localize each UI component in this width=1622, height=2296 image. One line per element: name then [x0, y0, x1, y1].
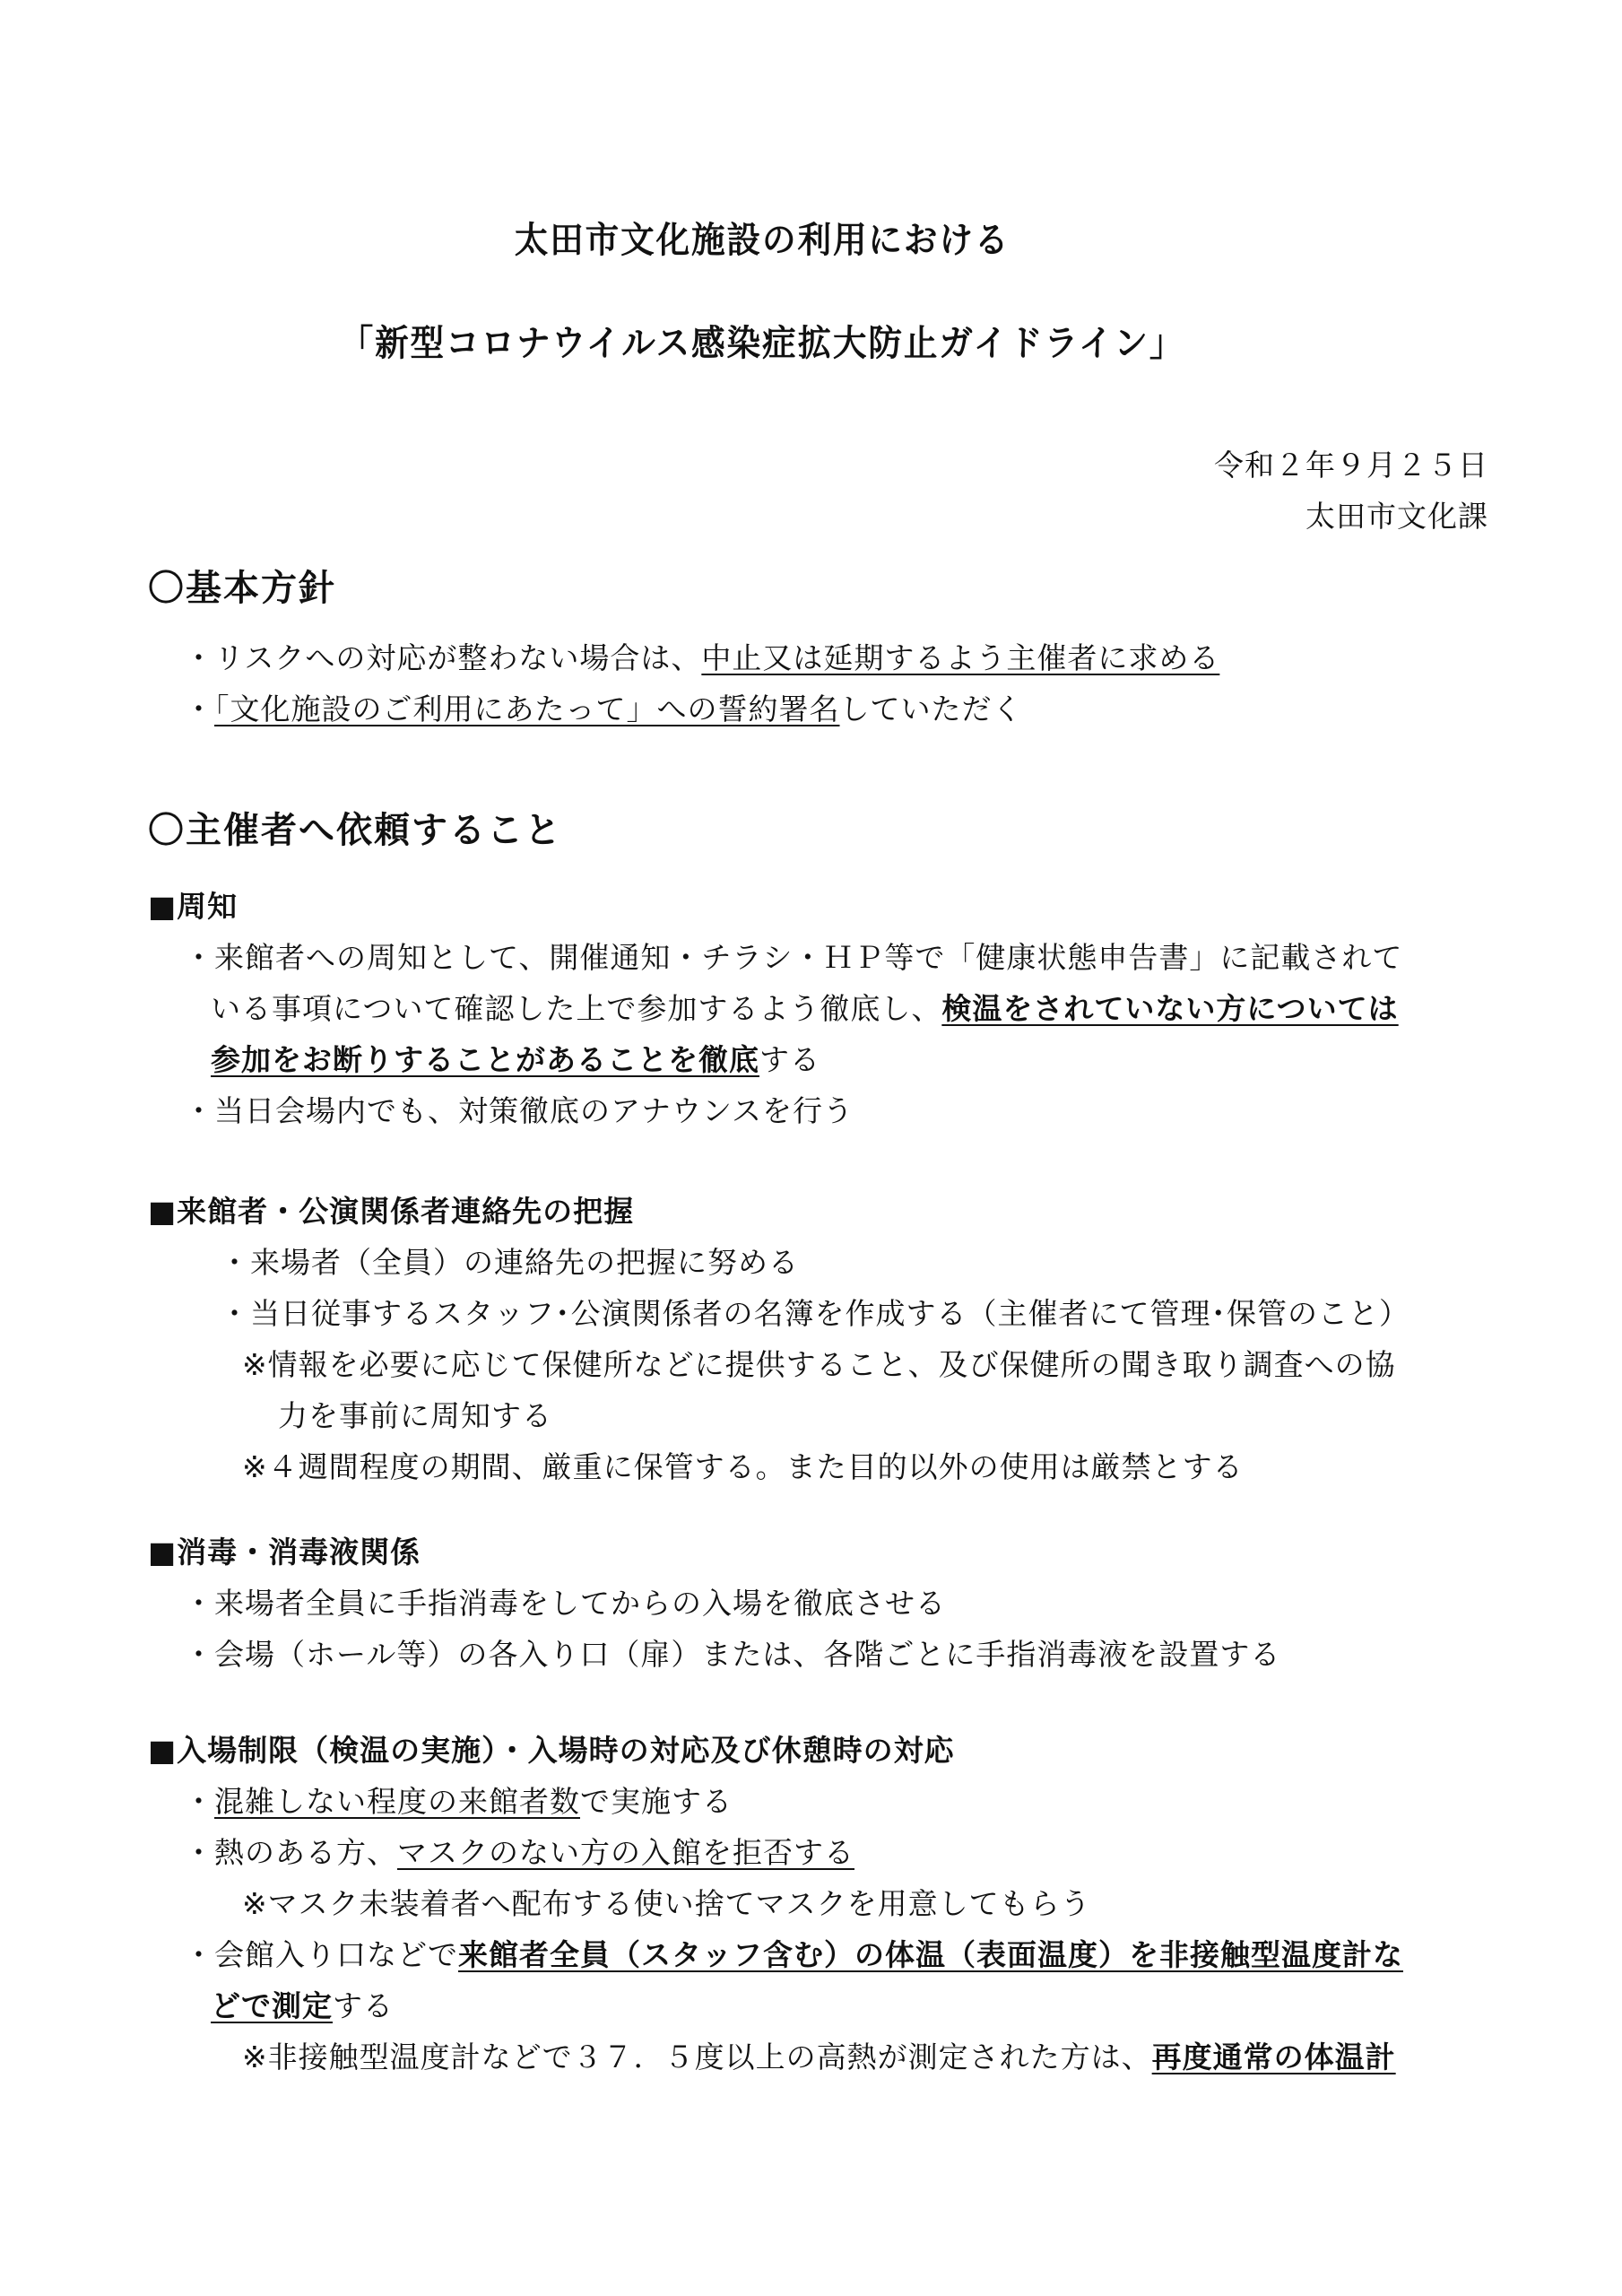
basic-policy-item-1	[184, 637, 1219, 680]
entry-line-6-underlined: 再度通常の体温計	[1151, 2039, 1396, 2074]
notice-line-2-underlined: 検温をされていない方については	[941, 991, 1399, 1026]
notice-line-3-underlined: 参加をお断りすることがあることを徹底	[211, 1042, 759, 1077]
entry-line-5	[211, 1985, 394, 2028]
notice-line-4: ・当日会場内でも、対策徹底のアナウンスを行う	[184, 1093, 854, 1128]
basic-policy-item-1-text: ・リスクへの対応が整わない場合は、	[184, 640, 702, 675]
entry-line-4-text: ・会館入り口などで	[184, 1937, 458, 1972]
contacts-line-5: ※４週間程度の期間、厳重に保管する。また目的以外の使用は厳禁とする	[242, 1449, 1244, 1484]
entry-line-4-underlined: 来館者全員（スタッフ含む）の体温（表面温度）を非接触型温度計な	[458, 1937, 1403, 1972]
subheading-notice: ■周知	[148, 889, 239, 924]
entry-line-4	[184, 1934, 1403, 1977]
basic-policy-item-1-underlined: 中止又は延期するよう主催者に求める	[701, 640, 1220, 675]
entry-line-3: ※マスク未装着者へ配布する使い捨てマスクを用意してもらう	[242, 1886, 1091, 1921]
notice-line-2	[211, 987, 1399, 1031]
contacts-line-2: ・当日従事するスタッフ･公演関係者の名簿を作成する（主催者にて管理･保管のこと）	[220, 1296, 1409, 1331]
entry-line-5-underlined: どで測定	[211, 1988, 333, 2023]
document-title-line2: 「新型コロナウイルス感染症拡大防止ガイドライン」	[339, 323, 1185, 364]
disinfection-line-2: ・会場（ホール等）の各入り口（扉）または、各階ごとに手指消毒液を設置する	[184, 1637, 1281, 1672]
section-heading-organizer-requests: 〇主催者へ依頼すること	[148, 810, 562, 851]
entry-line-1-suffix: で実施する	[580, 1784, 733, 1819]
entry-line-2-text: ・熱のある方、	[184, 1835, 397, 1870]
entry-line-5-suffix: する	[333, 1988, 394, 2023]
document-date: 令和２年９月２５日	[1214, 448, 1488, 483]
notice-line-3-suffix: する	[759, 1042, 820, 1077]
basic-policy-item-2-suffix: していただく	[839, 691, 1023, 726]
notice-line-1: ・来館者への周知として、開催通知・チラシ・ＨＰ等で「健康状態申告書」に記載されて	[184, 940, 1403, 975]
subheading-contacts: ■来館者・公演関係者連絡先の把握	[148, 1194, 635, 1229]
entry-line-6	[242, 2036, 1396, 2079]
contacts-line-3: ※情報を必要に応じて保健所などに提供すること、及び保健所の聞き取り調査への協	[242, 1347, 1396, 1382]
entry-line-1-bullet: ・	[184, 1784, 214, 1819]
entry-line-2	[184, 1831, 854, 1874]
notice-line-2-text: いる事項について確認した上で参加するよう徹底し、	[211, 991, 942, 1026]
basic-policy-item-2-underlined: 「文化施設のご利用にあたって」への誓約署名	[214, 691, 840, 726]
contacts-line-4: 力を事前に周知する	[278, 1398, 552, 1433]
subheading-entry-restrictions: ■入場制限（検温の実施）・入場時の対応及び休憩時の対応	[148, 1733, 955, 1768]
subheading-disinfection: ■消毒・消毒液関係	[148, 1535, 421, 1570]
section-heading-basic-policy: 〇基本方針	[148, 568, 336, 609]
entry-line-1	[184, 1780, 733, 1823]
document-title-line1: 太田市文化施設の利用における	[514, 220, 1010, 261]
entry-line-2-underlined: マスクのない方の入館を拒否する	[397, 1835, 854, 1870]
entry-line-6-text: ※非接触型温度計などで３７．５度以上の高熱が測定された方は、	[242, 2039, 1152, 2074]
notice-line-3	[211, 1039, 820, 1082]
basic-policy-item-2-bullet: ・	[184, 691, 214, 726]
disinfection-line-1: ・来場者全員に手指消毒をしてからの入場を徹底させる	[184, 1586, 946, 1621]
contacts-line-1: ・来場者（全員）の連絡先の把握に努める	[220, 1245, 799, 1280]
entry-line-1-underlined: 混雑しない程度の来館者数	[214, 1784, 580, 1819]
document-issuer: 太田市文化課	[1305, 499, 1488, 534]
basic-policy-item-2	[184, 688, 1023, 731]
